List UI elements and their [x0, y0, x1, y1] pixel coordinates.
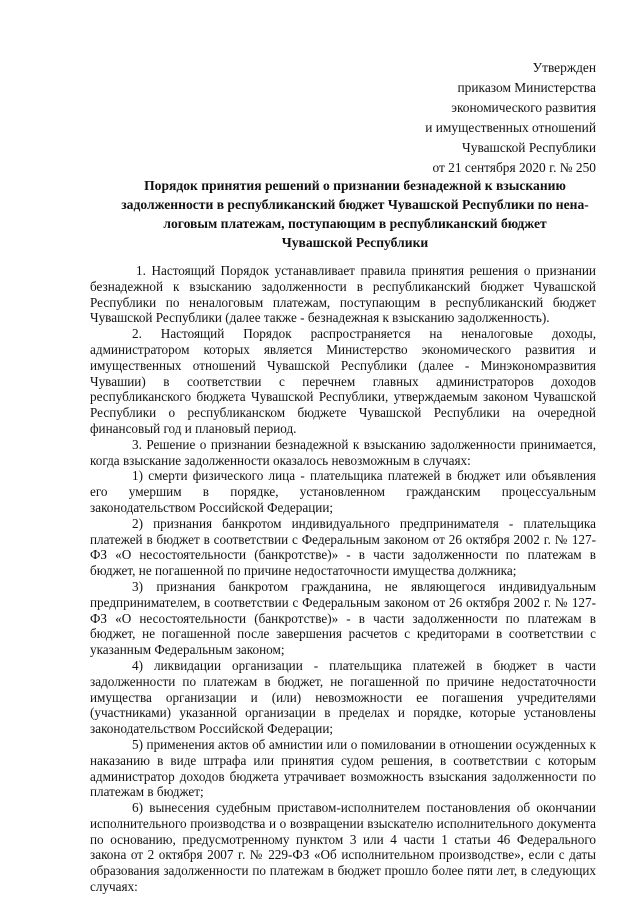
paragraph-3-item-4: 4) ликвидации организации - плательщика платежей в бюджет в части задолженности по платежам в бюджет, не погашенной по причине недостаточности имущества организации и (или) невозможности ее погашения учредителями (участниками) указанной организации в пределах и порядке, которые установлены законодательством Российской Федерации;	[90, 657, 596, 737]
paragraph-1: 1. Настоящий Порядок устанавливает правила принятия решения о признании безнадежной к взысканию задолженности в республиканский бюджет Чувашской Республики по неналоговым платежам, поступающим в республиканский бюджет Чувашской Республики (далее также - безнадежная к взысканию задолженность).	[90, 263, 596, 326]
approval-line: Утвержден	[532, 60, 596, 75]
approval-line: от 21 сентября 2020 г. № 250	[432, 160, 596, 175]
paragraph-3-item-1: 1) смерти физического лица - плательщика платежей в бюджет или объявления его умершим в порядке, установленном гражданским процессуальным законодательством Российской Федерации;	[90, 468, 596, 515]
title-line: задолженности в республиканский бюджет Чувашской Республики по нена-	[121, 197, 589, 212]
title-line: Порядок принятия решений о признании безнадежной к взысканию	[144, 178, 566, 193]
approval-stamp	[336, 58, 596, 178]
paragraph-3-item-5: 5) применения актов об амнистии или о помиловании в отношении осужденных к наказанию в виде штрафа или принятия судом решения, в соответствии с которым администратор доходов бюджета утрачивает возможность взыскания задолженности по платежам в бюджет;	[90, 736, 596, 800]
approval-line: Чувашской Республики	[462, 140, 596, 155]
document-title	[120, 176, 590, 252]
approval-line: приказом Министерства	[457, 80, 596, 95]
title-line: Чувашской Республики	[281, 235, 429, 250]
approval-line: и имущественных отношений	[425, 120, 596, 135]
paragraph-2: 2. Настоящий Порядок распространяется на неналоговые доходы, администратором которых является Министерство экономического развития и имущественных отношений Чувашской Республики (далее - Минэкономразвития Чувашии) в соответствии с перечнем главных администраторов доходов республиканского бюджета Чувашской Республики, утверждаемым законом Чувашской Республики о республиканском бюджете Чувашской Республики на очередной финансовый год и плановый период.	[90, 326, 596, 436]
paragraph-3-item-3: 3) признания банкротом гражданина, не являющегося индивидуальным предпринимателем, в соответствии с Федеральным законом от 26 октября 2002 г. № 127-ФЗ «О несостоятельности (банкротстве)» - в части задолженности по платежам в бюджет, не погашенной после завершения расчетов с кредиторами в соответствии с указанным Федеральным законом;	[90, 578, 596, 658]
title-line: логовым платежам, поступающим в республиканский бюджет	[163, 216, 547, 231]
approval-line: экономического развития	[451, 100, 596, 115]
document-body	[90, 263, 596, 895]
paragraph-3: 3. Решение о признании безнадежной к взысканию задолженности принимается, когда взыскание задолженности оказалось невозможным в случаях:	[90, 436, 596, 468]
paragraph-3-item-2: 2) признания банкротом индивидуального предпринимателя - плательщика платежей в бюджет в соответствии с Федеральным законом от 26 октября 2002 г. № 127-ФЗ «О несостоятельности (банкротстве)» - в части задолженности по платежам в бюджет, не погашенной по причине недостаточности имущества должника;	[90, 515, 596, 579]
paragraph-3-item-6: 6) вынесения судебным приставом-исполнителем постановления об окончании исполнительного производства и о возвращении взыскателю исполнительного документа по основанию, предусмотренному пунктом 3 или 4 части 1 статьи 46 Федерального закона от 2 октября 2007 г. № 229-ФЗ «Об исполнительном производстве», если с даты образования задолженности по платежам в бюджет прошло более пяти лет, в следующих случаях:	[90, 800, 596, 895]
